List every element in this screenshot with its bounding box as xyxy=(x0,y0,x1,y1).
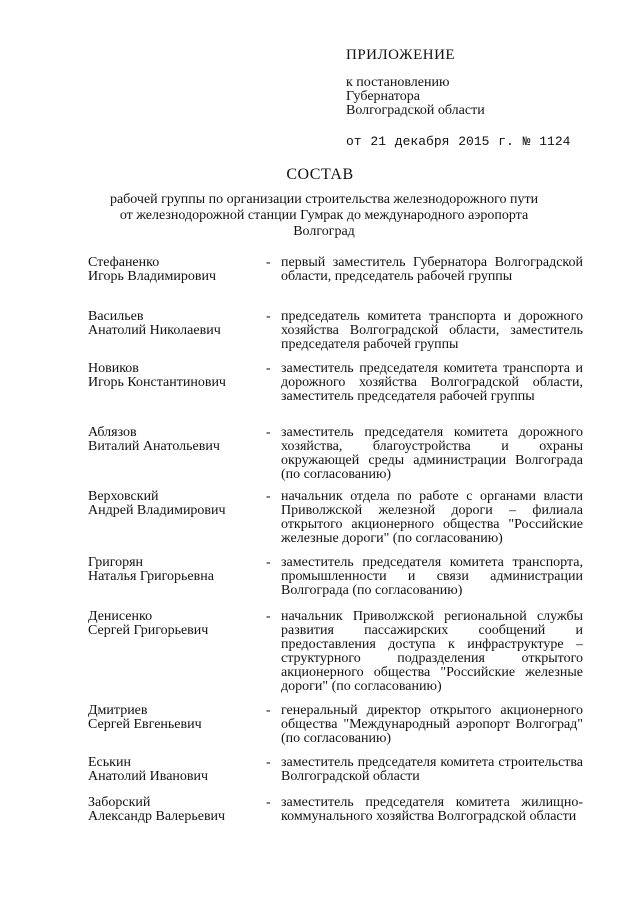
member-dash: - xyxy=(266,755,271,770)
member-dash: - xyxy=(266,795,271,810)
member-dash: - xyxy=(266,489,271,504)
appendix-title: ПРИЛОЖЕНИЕ xyxy=(346,47,456,63)
member-name xyxy=(88,362,263,390)
member-role: заместитель председателя комитета жилищно-коммунального хозяйства Волгоградской области xyxy=(281,795,583,824)
member-dash: - xyxy=(266,609,271,624)
member-name xyxy=(88,556,263,584)
member-given-names: Сергей Григорьевич xyxy=(88,623,209,638)
member-surname: Васильев xyxy=(88,309,144,324)
member-dash: - xyxy=(266,425,271,440)
member-name xyxy=(88,310,263,338)
member-role: заместитель председателя комитета строительства Волгоградской области xyxy=(281,755,583,784)
document-subtitle xyxy=(60,192,588,240)
member-given-names: Игорь Константинович xyxy=(88,375,226,390)
member-role: заместитель председателя комитета транспорта, промышленности и связи администрации Волгограда (по согласованию) xyxy=(281,555,583,598)
member-role: заместитель председателя комитета дорожного хозяйства, благоустройства и охраны окружающей среды администрации Волгограда (по согласованию) xyxy=(281,425,583,482)
member-given-names: Анатолий Николаевич xyxy=(88,323,221,338)
subtitle-line: от железнодорожной станции Гумрак до международного аэропорта xyxy=(119,208,529,223)
subtitle-line: рабочей группы по организации строительства железнодорожного пути xyxy=(109,192,539,207)
member-surname: Аблязов xyxy=(88,425,137,440)
member-given-names: Виталий Анатольевич xyxy=(88,439,220,454)
member-name xyxy=(88,796,263,824)
member-name xyxy=(88,256,263,284)
appendix-line-region: Волгоградской области xyxy=(346,103,485,118)
member-role: первый заместитель Губернатора Волгоградской области, председатель рабочей группы xyxy=(281,255,583,284)
member-surname: Дмитриев xyxy=(88,703,148,718)
member-surname: Верховский xyxy=(88,489,159,504)
member-given-names: Анатолий Иванович xyxy=(88,769,209,784)
member-dash: - xyxy=(266,361,271,376)
subtitle-line: Волгоград xyxy=(293,224,355,239)
member-role: председатель комитета транспорта и дорожного хозяйства Волгоградской области, заместитель председателя рабочей группы xyxy=(281,309,583,352)
member-surname: Стефаненко xyxy=(88,255,160,270)
member-role: генеральный директор открытого акционерного общества "Международный аэропорт Волгоград" (по согласованию) xyxy=(281,703,583,746)
member-surname: Григорян xyxy=(88,555,144,570)
document-title: СОСТАВ xyxy=(286,166,354,183)
appendix-date-number: от 21 декабря 2015 г. № 1124 xyxy=(346,134,571,149)
member-dash: - xyxy=(266,703,271,718)
member-given-names: Наталья Григорьевна xyxy=(88,569,214,584)
member-given-names: Игорь Владимирович xyxy=(88,269,217,284)
member-name xyxy=(88,426,263,454)
appendix-block xyxy=(346,46,570,149)
member-name xyxy=(88,490,263,518)
member-dash: - xyxy=(266,309,271,324)
member-given-names: Андрей Владимирович xyxy=(88,503,226,518)
appendix-line-decree: к постановлению xyxy=(346,75,450,90)
member-role: начальник отдела по работе с органами власти Приволжской железной дороги – филиала открытого акционерного общества "Российские железные дороги" (по согласованию) xyxy=(281,489,583,546)
member-surname: Еськин xyxy=(88,755,131,770)
appendix-line-governor: Губернатора xyxy=(346,89,421,104)
member-role: начальник Приволжской региональной службы развития пассажирских сообщений и предоставления доступа к инфраструктуре – структурного подразделения открытого акционерного общества "Российские железные дороги" (по согласованию) xyxy=(281,609,583,694)
member-dash: - xyxy=(266,255,271,270)
member-surname: Денисенко xyxy=(88,609,153,624)
member-given-names: Александр Валерьевич xyxy=(88,809,226,824)
member-name xyxy=(88,756,263,784)
member-name xyxy=(88,610,263,638)
member-dash: - xyxy=(266,555,271,570)
member-name xyxy=(88,704,263,732)
member-surname: Заборский xyxy=(88,795,151,810)
member-surname: Новиков xyxy=(88,361,139,376)
member-given-names: Сергей Евгеньевич xyxy=(88,717,202,732)
member-role: заместитель председателя комитета транспорта и дорожного хозяйства Волгоградской области, заместитель председателя рабочей группы xyxy=(281,361,583,404)
